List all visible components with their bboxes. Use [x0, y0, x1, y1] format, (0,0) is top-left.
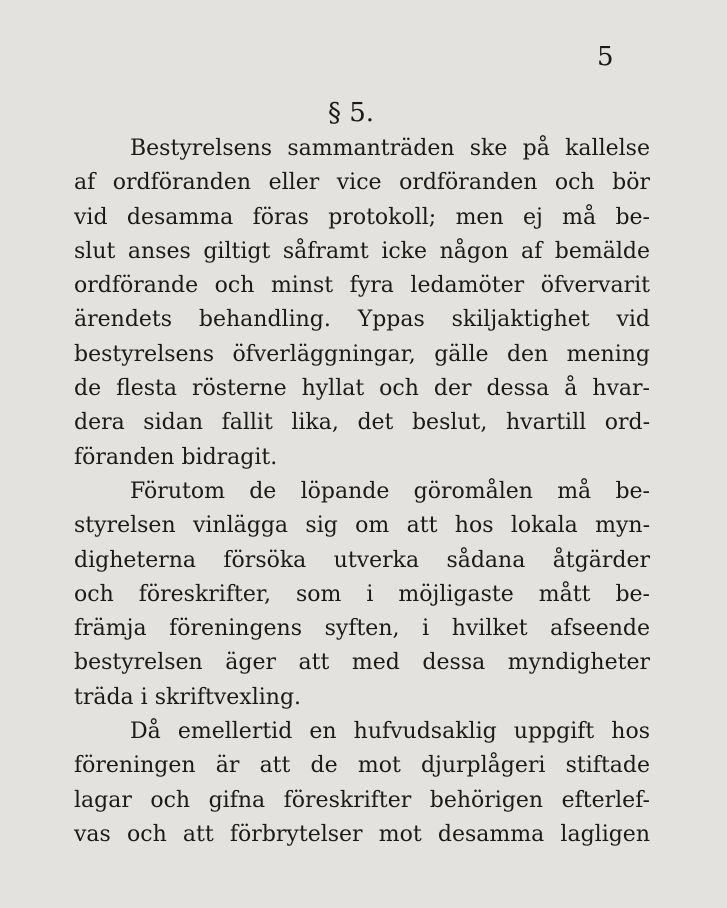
text-line: Bestyrelsens sammanträden ske på kallelse [130, 136, 650, 161]
text-line: föranden bidragit. [74, 444, 278, 470]
section-heading: § 5. [328, 98, 375, 128]
text-line: träda i skriftvexling. [74, 684, 302, 710]
text-line: dera sidan fallit lika, det beslut, hvartill ord- [74, 410, 650, 436]
text-line: vid desamma föras protokoll; men ej må be- [74, 204, 650, 230]
text-line: ärendets behandling. Yppas skiljaktighet vid [74, 307, 650, 333]
text-line: af ordföranden eller vice ordföranden och bör [74, 170, 650, 196]
text-line: de flesta rösterne hyllat och der dessa å hvar- [74, 376, 650, 402]
text-line: och föreskrifter, som i möjligaste mått be- [74, 581, 650, 607]
text-line: digheterna försöka utverka sådana åtgärder [74, 547, 650, 573]
text-line: styrelsen vinlägga sig om att hos lokala myn- [74, 513, 650, 539]
text-line: främja föreningens syften, i hvilket afseende [74, 616, 650, 642]
body-text [74, 132, 650, 852]
page-number: 5 [597, 42, 614, 72]
text-line: föreningen är att de mot djurplågeri stiftade [74, 753, 650, 779]
text-line: lagar och gifna föreskrifter behörigen efterlef- [74, 787, 650, 813]
text-line: Förutom de löpande göromålen må be- [130, 478, 650, 504]
text-line: bestyrelsens öfverläggningar, gälle den mening [74, 341, 650, 367]
text-line: Då emellertid en hufvudsaklig uppgift hos [130, 719, 650, 745]
text-line: ordförande och minst fyra ledamöter öfvervarit [74, 273, 650, 299]
text-line: bestyrelsen äger att med dessa myndigheter [74, 650, 650, 676]
text-line: vas och att förbrytelser mot desamma lagligen [74, 821, 650, 847]
text-line: slut anses giltigt såframt icke någon af bemälde [74, 238, 650, 264]
